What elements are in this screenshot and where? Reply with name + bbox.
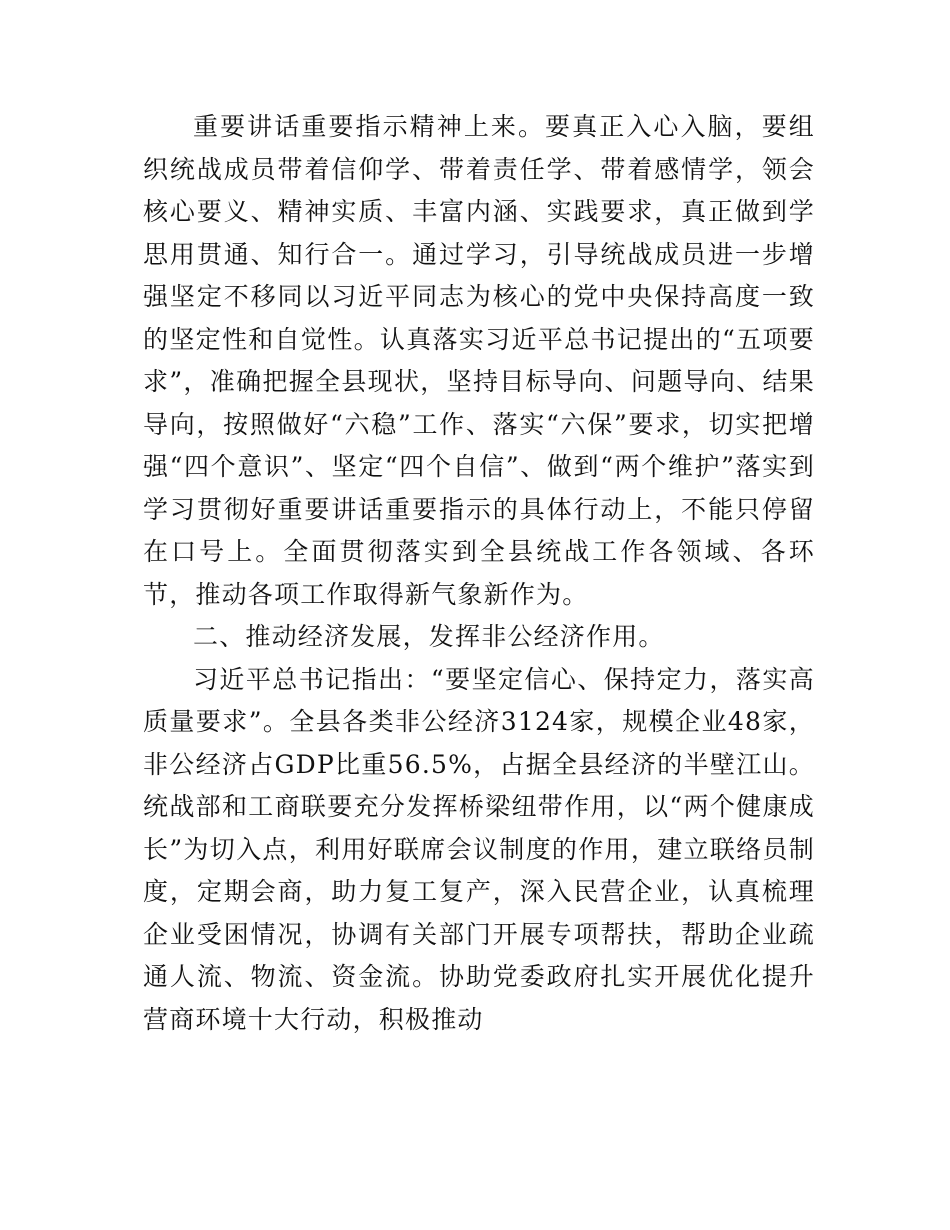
document-body	[143, 106, 815, 1041]
body-paragraph-1: 重要讲话重要指示精神上来。要真正入心入脑，要组织统战成员带着信仰学、带着责任学、带着感情学，领会核心要义、精神实质、丰富内涵、实践要求，真正做到学思用贯通、知行合一。通过学习，引导统战成员进一步增强坚定不移同以习近平同志为核心的党中央保持高度一致的坚定性和自觉性。认真落实习近平总书记提出的“五项要求”，准确把握全县现状，坚持目标导向、问题导向、结果导向，按照做好“六稳”工作、落实“六保”要求，切实把增强“四个意识”、坚定“四个自信”、做到“两个维护”落实到学习贯彻好重要讲话重要指示的具体行动上，不能只停留在口号上。全面贯彻落实到全县统战工作各领域、各环节，推动各项工作取得新气象新作为。	[143, 112, 815, 609]
section-heading: 二、推动经济发展，发挥非公经济作用。	[193, 622, 665, 651]
body-paragraph-2: 习近平总书记指出：“要坚定信心、保持定力，落实高质量要求”。全县各类非公经济3124家，规模企业48家，非公经济占GDP比重56.5%，占据全县经济的半壁江山。统战部和工商联要充分发挥桥梁纽带作用，以“两个健康成长”为切入点，利用好联席会议制度的作用，建立联络员制度，定期会商，助力复工复产，深入民营企业，认真梳理企业受困情况，协调有关部门开展专项帮扶，帮助企业疏通人流、物流、资金流。协助党委政府扎实开展优化提升营商环境十大行动，积极推动	[143, 664, 815, 1034]
